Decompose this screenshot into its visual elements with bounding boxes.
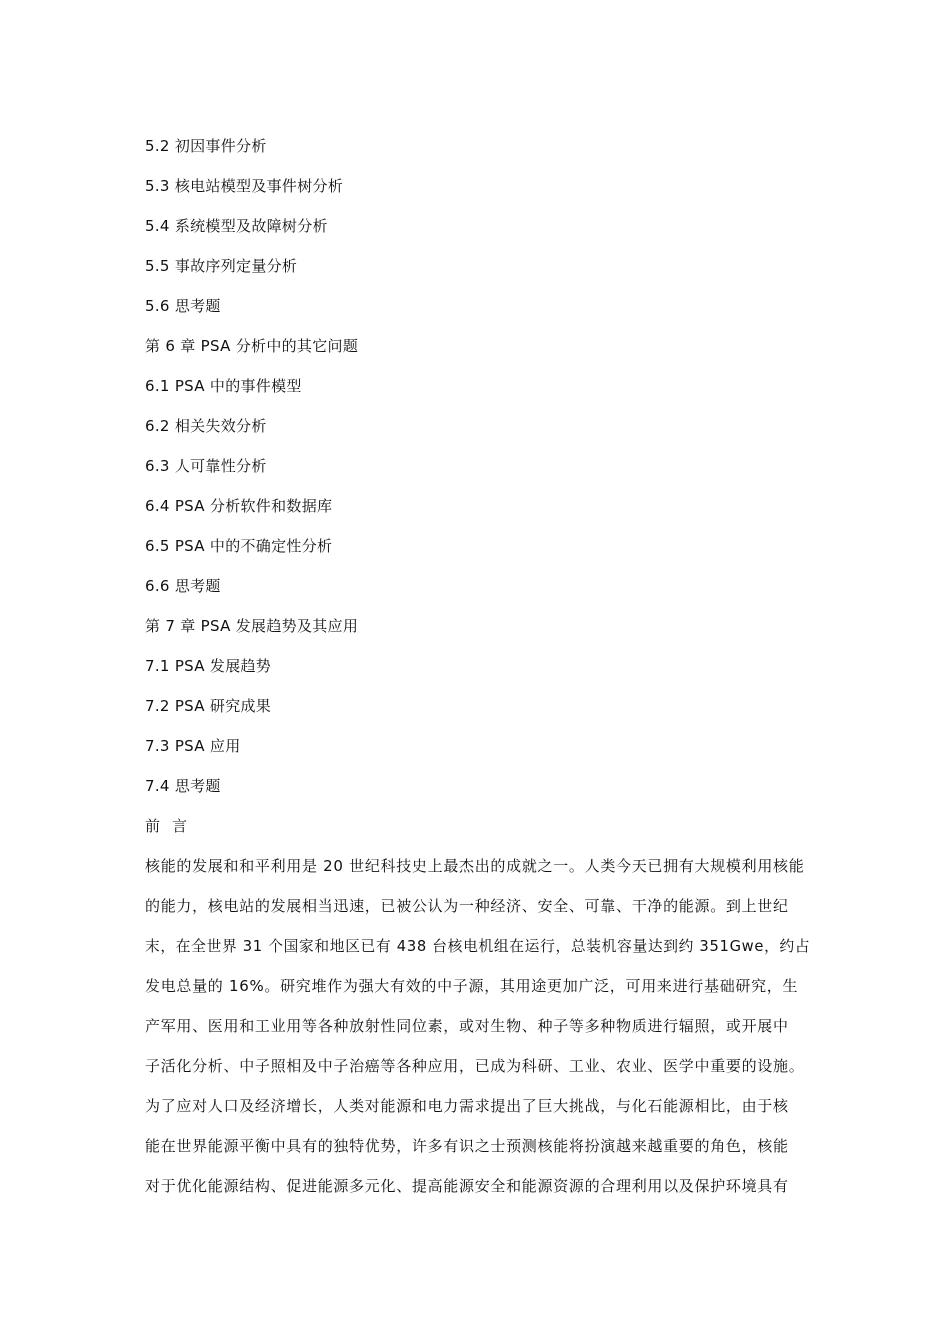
toc-item-5-4: 5.4 系统模型及故障树分析 [145,217,328,235]
toc-item-5-3: 5.3 核电站模型及事件树分析 [145,177,344,195]
preface-line: 的能力，核电站的发展相当迅速，已被公认为一种经济、安全、可靠、干净的能源。到上世纪 [145,897,789,915]
toc-item-6-1: 6.1 PSA 中的事件模型 [145,377,302,395]
preface-line: 末，在全世界 31 个国家和地区已有 438 台核电机组在运行，总装机容量达到约 351Gwe，约占 [145,937,811,955]
toc-item-6-2: 6.2 相关失效分析 [145,417,267,435]
preface-line: 对于优化能源结构、促进能源多元化、提高能源安全和能源资源的合理利用以及保护环境具有 [145,1177,789,1195]
toc-item-5-2: 5.2 初因事件分析 [145,137,267,155]
toc-item-7-2: 7.2 PSA 研究成果 [145,697,272,715]
preface-line: 核能的发展和和平利用是 20 世纪科技史上最杰出的成就之一。人类今天已拥有大规模利用核能 [145,857,805,875]
toc-item-5-6: 5.6 思考题 [145,297,221,315]
toc-item-6-5: 6.5 PSA 中的不确定性分析 [145,537,333,555]
preface-line: 子活化分析、中子照相及中子治癌等各种应用，已成为科研、工业、农业、医学中重要的设施。 [145,1057,805,1075]
preface-line: 能在世界能源平衡中具有的独特优势，许多有识之士预测核能将扮演越来越重要的角色，核能 [145,1137,789,1155]
toc-item-5-5: 5.5 事故序列定量分析 [145,257,298,275]
preface-title: 前言 [145,817,200,835]
toc-item-6-6: 6.6 思考题 [145,577,221,595]
toc-item-6-4: 6.4 PSA 分析软件和数据库 [145,497,333,515]
toc-item-7-4: 7.4 思考题 [145,777,221,795]
toc-item-7-1: 7.1 PSA 发展趋势 [145,657,272,675]
preface-line: 产军用、医用和工业用等各种放射性同位素，或对生物、种子等多种物质进行辐照，或开展中 [145,1017,789,1035]
toc-item-6-3: 6.3 人可靠性分析 [145,457,267,475]
toc-item-7-3: 7.3 PSA 应用 [145,737,241,755]
toc-chapter-6: 第 6 章 PSA 分析中的其它问题 [145,337,359,355]
toc-chapter-7: 第 7 章 PSA 发展趋势及其应用 [145,617,359,635]
document-content [145,126,810,1206]
preface-line: 为了应对人口及经济增长，人类对能源和电力需求提出了巨大挑战，与化石能源相比，由于核 [145,1097,789,1115]
preface-line: 发电总量的 16%。研究堆作为强大有效的中子源，其用途更加广泛，可用来进行基础研究，生 [145,977,799,995]
